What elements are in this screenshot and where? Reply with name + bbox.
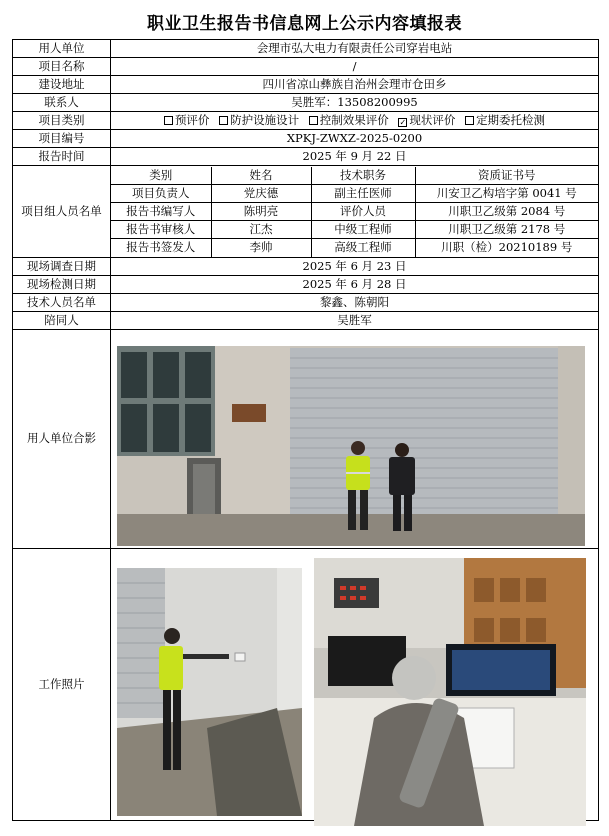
- row-survey-date: [13, 258, 599, 276]
- team-cell-cert: 川职卫乙级第 2178 号: [415, 221, 598, 239]
- document-title: 职业卫生报告书信息网上公示内容填报表: [147, 14, 462, 34]
- team-row: [111, 221, 598, 239]
- group-photo-label: 用人单位合影: [13, 330, 111, 549]
- team-row: [111, 203, 598, 221]
- option-label: 预评价: [174, 112, 210, 127]
- checkbox-icon: [309, 116, 318, 125]
- report-time-label: 报告时间: [13, 148, 111, 166]
- team-header: 技术职务: [311, 167, 415, 185]
- employer-label: 用人单位: [13, 40, 111, 58]
- team-header: 资质证书号: [415, 167, 598, 185]
- team-header: 类别: [111, 167, 211, 185]
- escort-value: 吴胜军: [111, 312, 599, 330]
- row-address: [13, 76, 599, 94]
- team-cell-cert: 川安卫乙构培字第 0041 号: [415, 185, 598, 203]
- team-header: 姓名: [211, 167, 311, 185]
- row-team: [13, 166, 599, 258]
- row-employer: [13, 40, 599, 58]
- team-cell-role: 报告书编写人: [111, 203, 211, 221]
- technicians-label: 技术人员名单: [13, 294, 111, 312]
- work-photo-left-illustration: [117, 568, 302, 816]
- team-cell-name: 陈明亮: [211, 203, 311, 221]
- test-date-value: 2025 年 6 月 28 日: [111, 276, 599, 294]
- team-cell-title: 评价人员: [311, 203, 415, 221]
- team-cell-name: 党庆德: [211, 185, 311, 203]
- category-option-design: [219, 113, 299, 127]
- project-name-value: /: [111, 58, 599, 76]
- team-cell-title: 高级工程师: [311, 239, 415, 257]
- row-category: [13, 112, 599, 130]
- category-option-pre-eval: [164, 113, 210, 127]
- team-cell-cert: 川职卫乙级第 2084 号: [415, 203, 598, 221]
- team-cell-name: 李帅: [211, 239, 311, 257]
- group-photo-illustration: [117, 346, 585, 546]
- work-photo-right-illustration: [314, 558, 586, 826]
- checkbox-icon: [465, 116, 474, 125]
- team-label: 项目组人员名单: [13, 166, 111, 258]
- category-option-periodic: [465, 113, 545, 127]
- report-time-value: 2025 年 9 月 22 日: [111, 148, 599, 166]
- team-cell-cert: 川职（检）20210189 号: [415, 239, 598, 257]
- checkbox-icon: [219, 116, 228, 125]
- project-no-label: 项目编号: [13, 130, 111, 148]
- option-label: 现状评价: [409, 112, 456, 127]
- work-photo-left-image: [117, 568, 302, 816]
- option-label: 控制效果评价: [319, 112, 389, 127]
- row-project-no: [13, 130, 599, 148]
- option-label: 定期委托检测: [476, 112, 546, 127]
- contact-value: 吴胜军：13508200995: [111, 94, 599, 112]
- team-cell-role: 报告书签发人: [111, 239, 211, 257]
- escort-label: 陪同人: [13, 312, 111, 330]
- team-header-row: [111, 167, 598, 185]
- survey-date-label: 现场调查日期: [13, 258, 111, 276]
- group-photo-image: [117, 346, 585, 546]
- work-photos-label: 工作照片: [13, 549, 111, 821]
- address-label: 建设地址: [13, 76, 111, 94]
- survey-date-value: 2025 年 6 月 23 日: [111, 258, 599, 276]
- row-project-name: [13, 58, 599, 76]
- team-cell: [111, 166, 599, 258]
- checkbox-checked-icon: ✓: [399, 117, 407, 127]
- team-cell-role: 项目负责人: [111, 185, 211, 203]
- row-escort: [13, 312, 599, 330]
- team-table: [111, 167, 598, 257]
- work-photo-right-image: [314, 558, 586, 826]
- team-row: [111, 239, 598, 257]
- option-label: 防护设施设计: [230, 112, 300, 127]
- category-label: 项目类别: [13, 112, 111, 130]
- address-value: 四川省凉山彝族自治州会理市仓田乡: [111, 76, 599, 94]
- row-report-time: [13, 148, 599, 166]
- project-no-value: XPKJ-ZWXZ-2025-0200: [111, 130, 599, 148]
- team-cell-title: 副主任医师: [311, 185, 415, 203]
- category-options: [111, 112, 599, 130]
- team-row: [111, 185, 598, 203]
- employer-value: 会理市弘大电力有限责任公司穿岩电站: [111, 40, 599, 58]
- row-contact: [13, 94, 599, 112]
- category-option-status: [398, 113, 455, 127]
- team-cell-title: 中级工程师: [311, 221, 415, 239]
- technicians-value: 黎鑫、陈朝阳: [111, 294, 599, 312]
- project-name-label: 项目名称: [13, 58, 111, 76]
- test-date-label: 现场检测日期: [13, 276, 111, 294]
- team-cell-name: 江杰: [211, 221, 311, 239]
- contact-label: 联系人: [13, 94, 111, 112]
- team-cell-role: 报告书审核人: [111, 221, 211, 239]
- category-option-control: [309, 113, 389, 127]
- row-test-date: [13, 276, 599, 294]
- checkbox-icon: [164, 116, 173, 125]
- row-technicians: [13, 294, 599, 312]
